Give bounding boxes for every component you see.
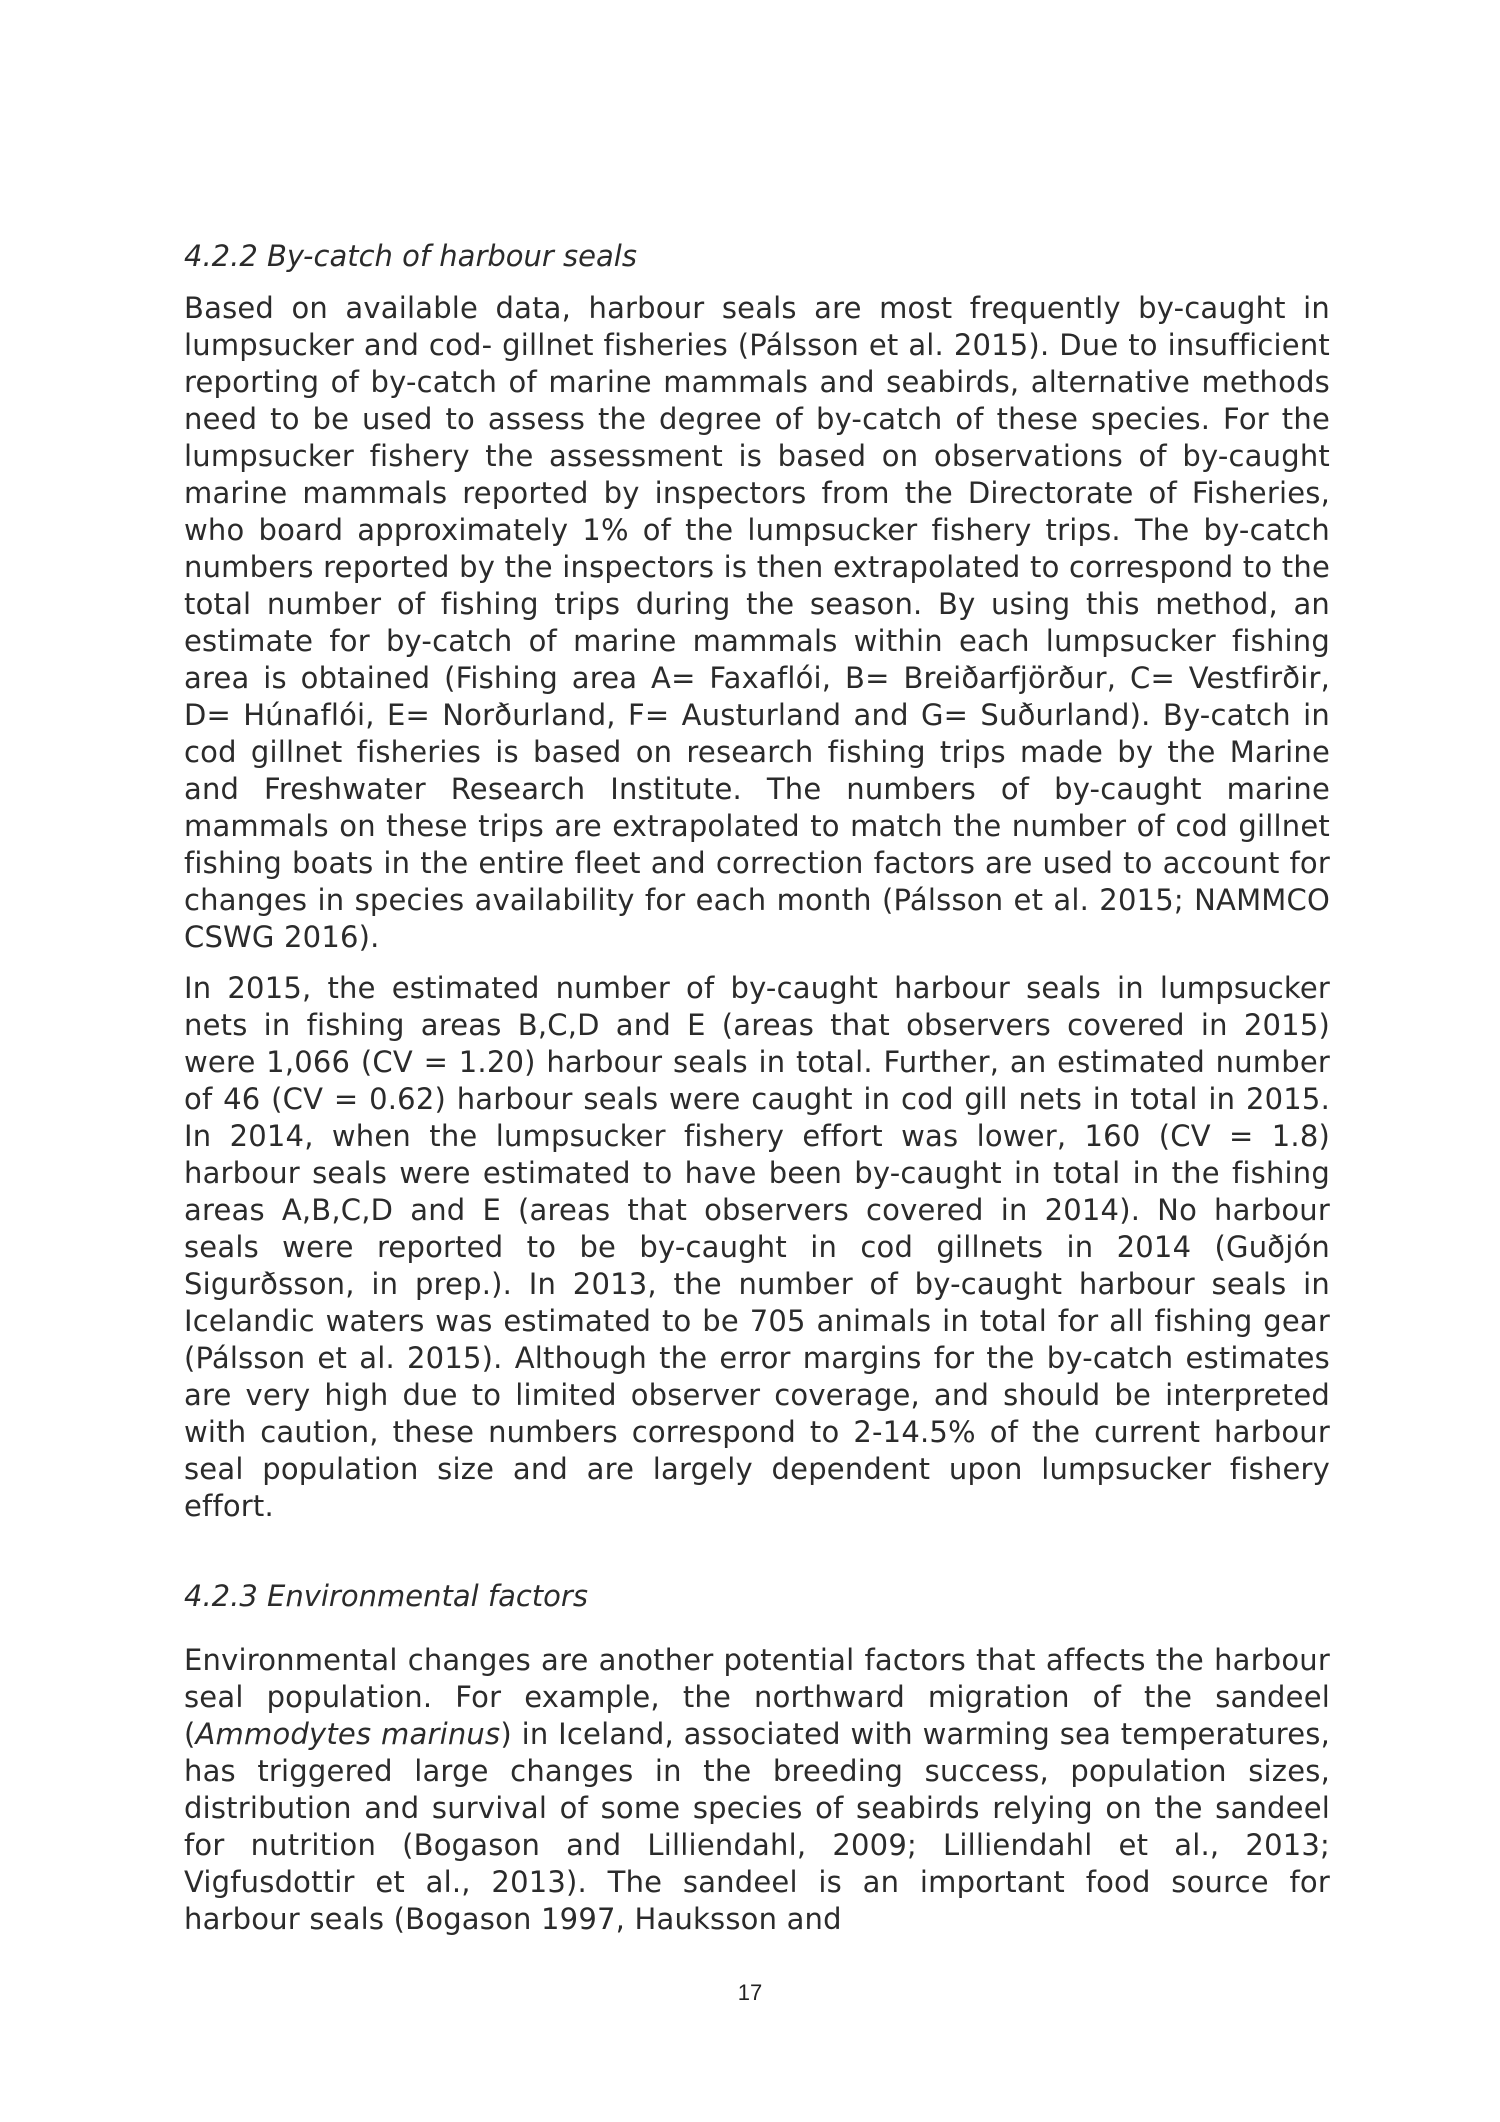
species-name: Ammodytes marinus xyxy=(195,1717,501,1751)
paragraph: In 2015, the estimated number of by-caught harbour seals in lumpsucker nets in fishing areas B,C,D and E (areas that observers covered in 2015) were 1,066 (CV = 1.20) harbour seals in total. Further, an estimated number of 46 (CV = 0.62) harbour seals were caught in cod gill nets in total in 2015. In 2014, when the lumpsucker fishery effort was lower, 160 (CV = 1.8) harbour seals were estimated to have been by-caught in total in the fishing areas A,B,C,D and E (areas that observers covered in 2014). No harbour seals were reported to be by-caught in cod gillnets in 2014 (Guðjón Sigurðsson, in prep.). In 2013, the number of by-caught harbour seals in Icelandic waters was estimated to be 705 animals in total for all fishing gear (Pálsson et al. 2015). Although the error margins for the by-catch estimates are very high due to limited observer coverage, and should be interpreted with caution, these numbers correspond to 2-14.5% of the current harbour seal population size and are largely dependent upon lumpsucker fishery effort. xyxy=(184,971,1330,1523)
section-heading-environmental-factors: 4.2.3 Environmental factors xyxy=(184,1579,588,1613)
paragraph: Based on available data, harbour seals are most frequently by-caught in lumpsucker and cod- gillnet fisheries (Pálsson et al. 2015). Due to insufficient reporting of by-catch of marine mammals and seabirds, alternative methods need to be used to assess the degree of by-catch of these species. For the lumpsucker fishery the assessment is based on observations of by-caught marine mammals reported by inspectors from the Directorate of Fisheries, who board approximately 1% of the lumpsucker fishery trips. The by-catch numbers reported by the inspectors is then extrapolated to correspond to the total number of fishing trips during the season. By using this method, an estimate for by-catch of marine mammals within each lumpsucker fishing area is obtained (Fishing area A= Faxaflói, B= Breiðarfjörður, C= Vestfirðir, D= Húnaflói, E= Norðurland, F= Austurland and G= Suðurland). By-catch in cod gillnet fisheries is based on research fishing trips made by the Marine and Freshwater Research Institute. The numbers of by-caught marine mammals on these trips are extrapolated to match the number of cod gillnet fishing boats in the entire fleet and correction factors are used to account for changes in species availability for each month (Pálsson et al. 2015; NAMMCO CSWG 2016). xyxy=(184,291,1330,954)
page-number: 17 xyxy=(737,1980,763,2005)
paragraph-text: ) in Iceland, associated with warming sea temperatures, has triggered large changes in the breeding success, population sizes, distribution and survival of some species of seabirds relying on the sandeel for nutrition (Bogason and Lilliendahl, 2009; Lilliendahl et al., 2013; Vigfusdottir et al., 2013). The sandeel is an important food source for harbour seals (Bogason 1997, Hauksson and xyxy=(184,1717,1331,1936)
paragraph xyxy=(184,1642,1330,1938)
section-heading-bycatch: 4.2.2 By-catch of harbour seals xyxy=(184,239,637,273)
section-body-environmental-factors xyxy=(184,1642,1330,1952)
section-body-bycatch xyxy=(184,290,1330,1539)
paragraph-text: Environmental changes are another potential factors that affects the harbour seal population. For example, the northward migration of the sandeel ( xyxy=(184,1643,1330,1751)
